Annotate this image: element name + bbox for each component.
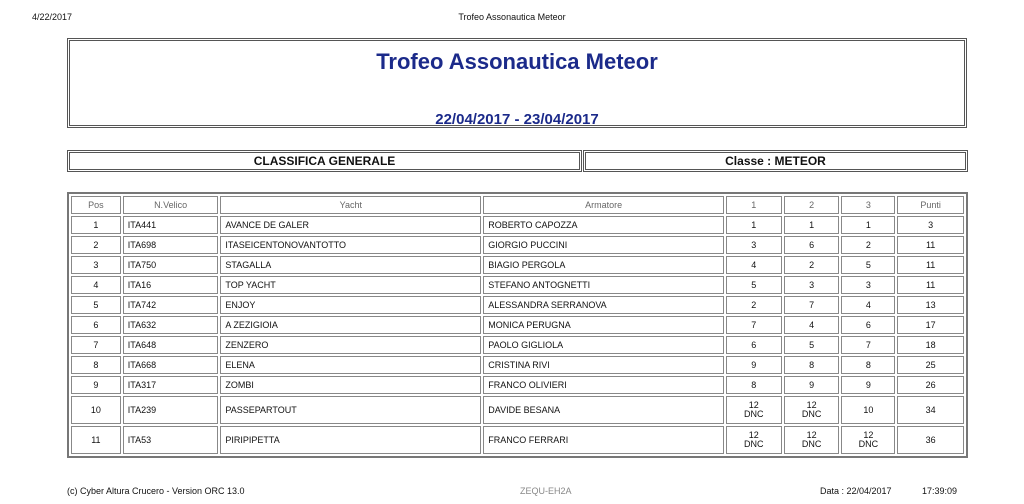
cell-points-text: 26	[925, 380, 936, 390]
cell-race-2-text: 6	[809, 240, 815, 250]
cell-race-3	[841, 336, 895, 354]
print-header	[0, 12, 1024, 26]
cell-points-text: 36	[925, 435, 936, 445]
cell-pos	[71, 216, 121, 234]
cell-pos	[71, 356, 121, 374]
cell-sail	[123, 296, 219, 314]
cell-race-1-text: 5	[751, 280, 757, 290]
page-title: Trofeo Assonautica Meteor	[376, 49, 658, 74]
cell-race-2	[784, 316, 840, 334]
cell-race-2	[784, 396, 840, 424]
cell-race-2-text: 7	[809, 300, 815, 310]
cell-points	[897, 276, 964, 294]
cell-race-2	[784, 376, 840, 394]
table-row	[71, 296, 964, 314]
cell-race-1-text: 9	[751, 360, 757, 370]
cell-pos-text: 9	[93, 380, 99, 390]
cell-yacht	[220, 426, 481, 454]
cell-sail	[123, 256, 219, 274]
cell-race-2	[784, 296, 840, 314]
table-row	[71, 396, 964, 424]
cell-pos	[71, 276, 121, 294]
cell-race-3	[841, 236, 895, 254]
cell-sail	[123, 276, 219, 294]
col-header-race-3: 3	[841, 196, 895, 214]
cell-race-3-text: 5	[865, 260, 871, 270]
cell-pos-text: 10	[90, 405, 101, 415]
table-row	[71, 356, 964, 374]
cell-sail-text: ITA441	[127, 220, 157, 230]
cell-owner-text: ROBERTO CAPOZZA	[488, 220, 578, 230]
cell-points	[897, 376, 964, 394]
cell-points	[897, 356, 964, 374]
cell-yacht	[220, 296, 481, 314]
cell-points	[897, 316, 964, 334]
cell-sail-text: ITA239	[127, 405, 157, 415]
cell-race-2	[784, 236, 840, 254]
cell-sail	[123, 426, 219, 454]
cell-points	[897, 236, 964, 254]
table-row	[71, 276, 964, 294]
cell-yacht-text: PASSEPARTOUT	[225, 405, 297, 415]
cell-owner-text: STEFANO ANTOGNETTI	[488, 280, 591, 290]
cell-yacht	[220, 396, 481, 424]
cell-race-1-text: 7	[751, 320, 757, 330]
cell-sail	[123, 356, 219, 374]
cell-pos	[71, 296, 121, 314]
cell-sail	[123, 376, 219, 394]
title-box	[67, 38, 967, 128]
cell-race-1-text: 12 DNC	[744, 430, 764, 449]
results-body	[71, 216, 964, 454]
cell-points	[897, 296, 964, 314]
cell-points	[897, 256, 964, 274]
cell-yacht	[220, 316, 481, 334]
cell-yacht	[220, 256, 481, 274]
cell-race-1-text: 6	[751, 340, 757, 350]
cell-race-1-text: 12 DNC	[744, 400, 764, 419]
cell-points-text: 18	[925, 340, 936, 350]
cell-owner	[483, 296, 724, 314]
cell-race-3	[841, 356, 895, 374]
cell-yacht-text: ENJOY	[225, 300, 256, 310]
class-label: Classe : METEOR	[583, 150, 968, 172]
cell-race-2-text: 12 DNC	[801, 400, 822, 419]
cell-race-2-text: 12 DNC	[801, 430, 822, 449]
cell-race-1-text: 8	[751, 380, 757, 390]
cell-owner	[483, 426, 724, 454]
cell-points-text: 13	[925, 300, 936, 310]
footer-code: ZEQU-EH2A	[520, 486, 572, 496]
cell-race-1	[726, 336, 782, 354]
cell-pos	[71, 236, 121, 254]
cell-yacht-text: ELENA	[225, 360, 255, 370]
cell-yacht-text: ITASEICENTONOVANTOTTO	[225, 240, 347, 250]
cell-race-3-text: 9	[865, 380, 871, 390]
cell-yacht	[220, 216, 481, 234]
cell-owner	[483, 376, 724, 394]
cell-race-3	[841, 256, 895, 274]
table-row	[71, 426, 964, 454]
cell-owner-text: MONICA PERUGNA	[488, 320, 571, 330]
table-row	[71, 236, 964, 254]
col-header-yacht: Yacht	[220, 196, 481, 214]
cell-race-3-text: 6	[865, 320, 871, 330]
cell-race-2-text: 5	[809, 340, 815, 350]
cell-race-2	[784, 256, 840, 274]
cell-yacht-text: A ZEZIGIOIA	[225, 320, 278, 330]
cell-pos-text: 1	[93, 220, 99, 230]
cell-race-3	[841, 396, 895, 424]
cell-pos	[71, 256, 121, 274]
cell-race-3-text: 7	[865, 340, 871, 350]
cell-race-3	[841, 216, 895, 234]
cell-sail-text: ITA16	[127, 280, 152, 290]
cell-race-3	[841, 296, 895, 314]
cell-sail-text: ITA698	[127, 240, 157, 250]
cell-owner	[483, 256, 724, 274]
footer-credit: (c) Cyber Altura Crucero - Version ORC 13.0	[67, 486, 245, 496]
table-header-row	[71, 196, 964, 214]
cell-yacht-text: ZOMBI	[225, 380, 254, 390]
cell-race-2-text: 9	[809, 380, 815, 390]
cell-pos-text: 2	[93, 240, 99, 250]
cell-sail-text: ITA53	[127, 435, 152, 445]
cell-race-3	[841, 376, 895, 394]
print-date: 4/22/2017	[32, 12, 73, 22]
cell-owner	[483, 316, 724, 334]
table-row	[71, 316, 964, 334]
cell-sail	[123, 216, 219, 234]
cell-pos	[71, 376, 121, 394]
results-table	[67, 192, 968, 458]
cell-race-1-text: 3	[751, 240, 757, 250]
cell-pos-text: 5	[93, 300, 99, 310]
cell-sail-text: ITA742	[127, 300, 157, 310]
footer-time: 17:39:09	[922, 486, 958, 496]
cell-sail-text: ITA750	[127, 260, 157, 270]
cell-pos-text: 3	[93, 260, 99, 270]
cell-race-1	[726, 376, 782, 394]
cell-race-2-text: 2	[809, 260, 815, 270]
cell-pos-text: 8	[93, 360, 99, 370]
col-header-race-1: 1	[726, 196, 782, 214]
cell-points-text: 3	[928, 220, 934, 230]
cell-race-1	[726, 356, 782, 374]
cell-race-3-text: 10	[863, 405, 874, 415]
cell-race-2-text: 1	[809, 220, 815, 230]
cell-owner-text: BIAGIO PERGOLA	[488, 260, 566, 270]
cell-owner	[483, 216, 724, 234]
cell-owner-text: PAOLO GIGLIOLA	[488, 340, 564, 350]
table-row	[71, 336, 964, 354]
date-range: 22/04/2017 - 23/04/2017	[435, 111, 599, 128]
cell-yacht-text: TOP YACHT	[225, 280, 276, 290]
cell-race-1	[726, 296, 782, 314]
cell-race-3-text: 1	[865, 220, 871, 230]
cell-pos	[71, 316, 121, 334]
cell-points	[897, 426, 964, 454]
cell-race-2	[784, 336, 840, 354]
cell-points-text: 11	[925, 280, 936, 290]
cell-owner	[483, 276, 724, 294]
cell-race-3	[841, 276, 895, 294]
classification-label: CLASSIFICA GENERALE	[67, 150, 582, 172]
cell-sail-text: ITA317	[127, 380, 157, 390]
table-row	[71, 256, 964, 274]
col-header-points: Punti	[897, 196, 964, 214]
col-header-race-2: 2	[784, 196, 840, 214]
cell-race-2	[784, 276, 840, 294]
cell-owner-text: FRANCO OLIVIERI	[488, 380, 567, 390]
cell-yacht	[220, 376, 481, 394]
cell-race-3-text: 8	[865, 360, 871, 370]
cell-owner-text: DAVIDE BESANA	[488, 405, 561, 415]
cell-race-1	[726, 396, 782, 424]
cell-points	[897, 336, 964, 354]
footer-date: Data : 22/04/2017	[820, 486, 892, 496]
cell-yacht-text: AVANCE DE GALER	[225, 220, 310, 230]
cell-owner-text: GIORGIO PUCCINI	[488, 240, 568, 250]
cell-yacht-text: PIRIPIPETTA	[225, 435, 280, 445]
cell-race-3-text: 12 DNC	[858, 430, 879, 449]
cell-points-text: 11	[925, 260, 936, 270]
cell-race-3	[841, 316, 895, 334]
cell-sail	[123, 396, 219, 424]
cell-owner	[483, 236, 724, 254]
cell-pos-text: 11	[91, 435, 101, 445]
cell-race-1	[726, 426, 782, 454]
cell-pos-text: 7	[93, 340, 99, 350]
table-row	[71, 216, 964, 234]
cell-yacht	[220, 236, 481, 254]
cell-yacht	[220, 276, 481, 294]
cell-race-1	[726, 316, 782, 334]
cell-pos	[71, 396, 121, 424]
cell-race-1	[726, 276, 782, 294]
cell-race-1	[726, 236, 782, 254]
cell-owner	[483, 336, 724, 354]
cell-race-2-text: 4	[809, 320, 815, 330]
cell-race-3-text: 2	[865, 240, 871, 250]
cell-race-2-text: 8	[809, 360, 815, 370]
cell-race-2	[784, 356, 840, 374]
cell-owner	[483, 356, 724, 374]
cell-points-text: 34	[925, 405, 936, 415]
cell-points-text: 11	[925, 240, 936, 250]
cell-yacht	[220, 336, 481, 354]
cell-race-2-text: 3	[809, 280, 815, 290]
cell-pos	[71, 426, 121, 454]
cell-race-1	[726, 216, 782, 234]
cell-race-2	[784, 426, 840, 454]
cell-race-3-text: 3	[865, 280, 871, 290]
cell-race-1-text: 2	[751, 300, 757, 310]
cell-pos	[71, 336, 121, 354]
cell-yacht-text: ZENZERO	[225, 340, 269, 350]
cell-pos-text: 4	[93, 280, 99, 290]
cell-race-1	[726, 256, 782, 274]
cell-yacht	[220, 356, 481, 374]
table-row	[71, 376, 964, 394]
cell-sail-text: ITA648	[127, 340, 157, 350]
cell-race-3	[841, 426, 895, 454]
print-title: Trofeo Assonautica Meteor	[458, 12, 566, 22]
cell-owner-text: CRISTINA RIVI	[488, 360, 550, 370]
col-header-owner: Armatore	[483, 196, 724, 214]
cell-points	[897, 216, 964, 234]
cell-sail	[123, 316, 219, 334]
cell-sail	[123, 236, 219, 254]
cell-sail-text: ITA668	[127, 360, 157, 370]
col-header-sail: N.Velico	[123, 196, 219, 214]
cell-race-1-text: 4	[751, 260, 757, 270]
cell-points-text: 17	[925, 320, 936, 330]
col-header-pos: Pos	[71, 196, 121, 214]
cell-race-1-text: 1	[751, 220, 757, 230]
cell-owner	[483, 396, 724, 424]
cell-pos-text: 6	[93, 320, 99, 330]
cell-owner-text: FRANCO FERRARI	[488, 435, 569, 445]
cell-points-text: 25	[925, 360, 936, 370]
cell-race-3-text: 4	[865, 300, 871, 310]
cell-race-2	[784, 216, 840, 234]
cell-owner-text: ALESSANDRA SERRANOVA	[488, 300, 607, 310]
cell-yacht-text: STAGALLA	[225, 260, 272, 270]
cell-sail-text: ITA632	[127, 320, 157, 330]
cell-points	[897, 396, 964, 424]
cell-sail	[123, 336, 219, 354]
